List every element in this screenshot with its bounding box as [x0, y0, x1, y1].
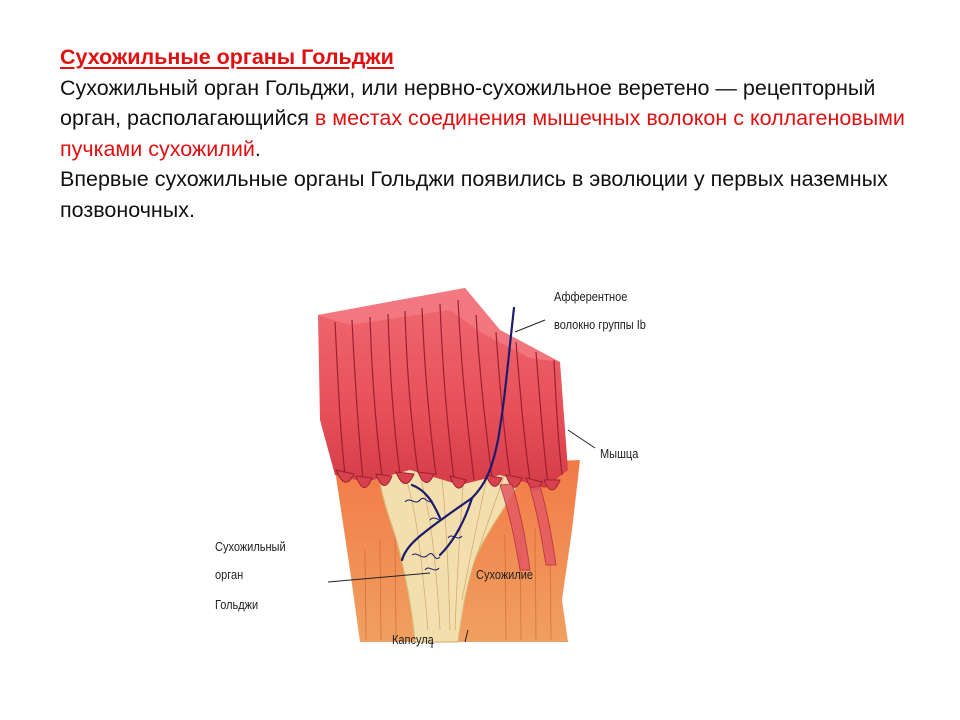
slide-title: Сухожильные органы Гольджи — [60, 45, 394, 69]
text-block — [60, 42, 920, 225]
definition-highlight: в местах соединения мышечных волокон с коллагеновыми пучками сухожилий — [60, 106, 905, 161]
evolution-paragraph: Впервые сухожильные органы Гольджи появились в эволюции у первых наземных позвоночных. — [60, 167, 888, 222]
slide-title-line — [60, 42, 920, 73]
definition-paragraph — [60, 73, 920, 165]
illustration-svg — [200, 270, 720, 710]
label-afferent-line1: Афферентное — [554, 290, 628, 304]
label-capsule: Капсула — [392, 633, 434, 647]
label-afferent-line2: волокно группы Ib — [554, 318, 646, 332]
label-golgi-line3: Гольджи — [215, 598, 259, 612]
label-golgi-line2: орган — [215, 568, 244, 582]
definition-text: Сухожильный орган Гольджи, или нервно-сухожильное веретено — рецепторный орган, располагающийся — [60, 75, 876, 130]
golgi-organ-illustration — [200, 270, 720, 710]
label-golgi-line1: Сухожильный — [215, 540, 286, 554]
label-tendon: Сухожилие — [476, 568, 534, 582]
definition-end: . — [254, 136, 261, 161]
label-muscle: Мышца — [600, 447, 639, 461]
